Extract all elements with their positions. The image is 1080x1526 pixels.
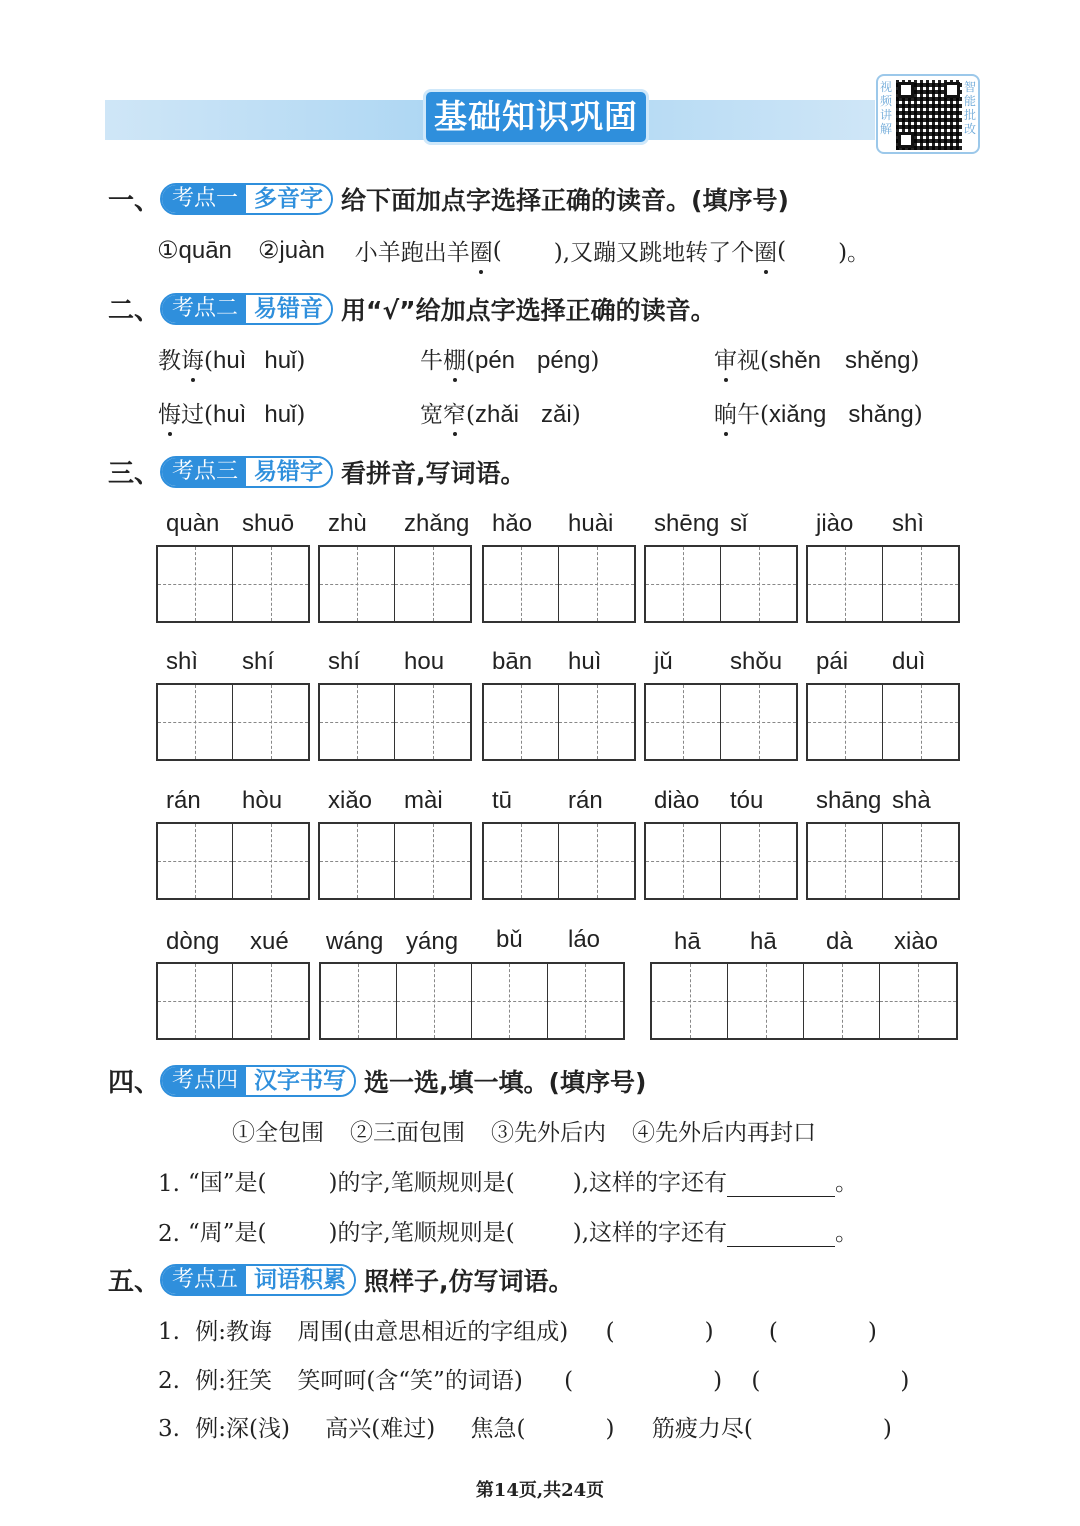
writing-box[interactable] bbox=[806, 822, 960, 900]
dotted-char: 圈 bbox=[754, 234, 777, 267]
writing-box[interactable] bbox=[156, 962, 310, 1040]
answer-paren: ( bbox=[768, 1319, 778, 1345]
pinyin-label: shí bbox=[242, 648, 275, 675]
char: 午( bbox=[737, 402, 769, 428]
pinyin-label: shí bbox=[328, 648, 361, 675]
pinyin-option[interactable]: huǐ bbox=[264, 401, 297, 428]
pinyin-label: láo bbox=[568, 926, 601, 953]
writing-box[interactable] bbox=[644, 683, 798, 761]
badge-topic: 多音字 bbox=[246, 185, 331, 213]
badge-topic: 易错字 bbox=[246, 458, 331, 486]
question-word: 筋疲力尽( bbox=[651, 1416, 753, 1442]
pinyin-label: shāng bbox=[816, 787, 882, 814]
answer-paren: ( bbox=[564, 1368, 574, 1394]
section-badge bbox=[160, 1264, 356, 1296]
answer-paren: ) bbox=[882, 1416, 892, 1442]
dotted-char: 窄 bbox=[443, 396, 466, 429]
pinyin-option[interactable]: xiǎng bbox=[768, 401, 827, 428]
writing-box[interactable] bbox=[156, 545, 310, 623]
badge-topic: 易错音 bbox=[246, 295, 331, 323]
pinyin-label: rán bbox=[166, 787, 201, 814]
writing-box[interactable] bbox=[806, 545, 960, 623]
char: ( bbox=[466, 402, 475, 428]
pinyin-label: dòng bbox=[166, 928, 220, 955]
pinyin-label: duì bbox=[892, 648, 926, 675]
pinyin-choice-item bbox=[420, 342, 599, 375]
char: ) bbox=[913, 402, 923, 428]
section-number: 五、 bbox=[108, 1267, 161, 1297]
question-text: 。 bbox=[835, 1220, 859, 1246]
section-4-heading bbox=[108, 1062, 646, 1099]
example-word: 例:狂笑 bbox=[195, 1368, 273, 1394]
question-5-2 bbox=[158, 1362, 909, 1395]
question-text: )的字,笔顺规则是( bbox=[328, 1170, 515, 1196]
answer-paren: ) bbox=[713, 1368, 723, 1394]
char: 视( bbox=[737, 348, 769, 374]
writing-box[interactable] bbox=[482, 683, 636, 761]
question-5-3 bbox=[158, 1410, 892, 1443]
sentence-part: 小羊跑出羊 bbox=[354, 240, 470, 266]
option-1: ①quān bbox=[157, 237, 232, 264]
pinyin-option[interactable]: shěng bbox=[845, 347, 911, 374]
option-2: ②三面包围 bbox=[350, 1120, 465, 1146]
answer-paren: ) bbox=[704, 1319, 714, 1345]
option-4: ④先外后内再封口 bbox=[632, 1120, 816, 1146]
pinyin-label: zhǎng bbox=[404, 510, 470, 537]
char: ) bbox=[296, 402, 306, 428]
option-1: ①全包围 bbox=[232, 1120, 324, 1146]
pinyin-option[interactable]: huì bbox=[212, 401, 247, 428]
answer-paren: ( bbox=[605, 1319, 615, 1345]
pinyin-label: wáng bbox=[326, 928, 384, 955]
pinyin-label: shēng bbox=[654, 510, 720, 537]
pinyin-option[interactable]: shǎng bbox=[848, 401, 914, 428]
pinyin-label: jiào bbox=[816, 510, 854, 537]
question-number: 2. bbox=[158, 1221, 180, 1247]
pinyin-label: dà bbox=[826, 928, 853, 955]
pinyin-label: xiǎo bbox=[328, 787, 373, 814]
writing-box[interactable] bbox=[482, 822, 636, 900]
sentence-part: )。 bbox=[838, 240, 871, 266]
answer-paren: ( bbox=[751, 1368, 761, 1394]
pinyin-label: jǔ bbox=[654, 648, 673, 675]
question-text: 。 bbox=[835, 1170, 859, 1196]
question-number: 2. bbox=[158, 1368, 180, 1394]
pinyin-label: pái bbox=[816, 648, 849, 675]
question-number: 3. bbox=[158, 1416, 180, 1442]
question-text: “周”是( bbox=[187, 1220, 267, 1246]
question-text: )的字,笔顺规则是( bbox=[328, 1220, 515, 1246]
pinyin-choice-item bbox=[420, 396, 581, 429]
page-number: 第14页,共24页 bbox=[475, 1480, 605, 1501]
pinyin-label: shà bbox=[892, 787, 931, 814]
pinyin-label: shì bbox=[166, 648, 199, 675]
writing-box[interactable] bbox=[319, 962, 625, 1040]
pinyin-option[interactable]: huǐ bbox=[264, 347, 297, 374]
section-1-heading bbox=[108, 180, 789, 217]
qr-left-label: 视频讲解 bbox=[879, 80, 892, 136]
pinyin-label: hā bbox=[674, 928, 701, 955]
writing-box[interactable] bbox=[156, 822, 310, 900]
char: ( bbox=[204, 348, 213, 374]
question-word: 焦急( bbox=[470, 1416, 526, 1442]
answer-line[interactable] bbox=[727, 1170, 835, 1197]
dotted-char: 棚 bbox=[443, 342, 466, 375]
section-badge bbox=[160, 293, 333, 325]
pinyin-label: zhù bbox=[328, 510, 367, 537]
dotted-char: 悔 bbox=[158, 396, 181, 429]
pinyin-option[interactable]: péng bbox=[537, 347, 591, 374]
pinyin-label: huì bbox=[568, 648, 602, 675]
pinyin-label: sǐ bbox=[730, 510, 748, 537]
dotted-char: 晌 bbox=[714, 396, 737, 429]
section-1-question bbox=[157, 234, 870, 267]
pinyin-option[interactable]: shěn bbox=[768, 347, 822, 374]
writing-box[interactable] bbox=[318, 683, 472, 761]
char: ( bbox=[466, 348, 475, 374]
badge-label: 考点三 bbox=[162, 458, 246, 486]
dotted-char: 圈 bbox=[470, 234, 493, 267]
sentence-part: ),又蹦又跳地转了个 bbox=[553, 240, 755, 266]
pinyin-choice-item bbox=[714, 342, 919, 375]
section-number: 一、 bbox=[108, 186, 161, 216]
char: 过( bbox=[181, 402, 213, 428]
question-4-1 bbox=[158, 1164, 858, 1197]
pinyin-choice-item bbox=[714, 396, 923, 429]
dotted-char: 审 bbox=[714, 342, 737, 375]
page-title: 基础知识巩固 bbox=[423, 89, 649, 145]
writing-box[interactable] bbox=[318, 545, 472, 623]
pinyin-label: hou bbox=[404, 648, 445, 675]
qr-right-label: 智能批改 bbox=[963, 80, 976, 136]
answer-paren: ) bbox=[605, 1416, 615, 1442]
pinyin-choice-item bbox=[158, 396, 305, 429]
pinyin-label: hòu bbox=[242, 787, 283, 814]
qr-code-panel[interactable] bbox=[876, 74, 980, 154]
writing-box[interactable] bbox=[156, 683, 310, 761]
writing-box[interactable] bbox=[644, 822, 798, 900]
qr-code-icon[interactable] bbox=[896, 80, 962, 150]
section-number: 三、 bbox=[108, 459, 161, 489]
section-badge bbox=[160, 183, 333, 215]
example-word: 笑呵呵(含“笑”的词语) bbox=[297, 1368, 523, 1394]
example-word: 例:教诲 bbox=[195, 1319, 273, 1345]
badge-label: 考点一 bbox=[162, 185, 246, 213]
question-5-1 bbox=[158, 1313, 877, 1346]
writing-box[interactable] bbox=[482, 545, 636, 623]
writing-box[interactable] bbox=[806, 683, 960, 761]
section-instruction: 照样子,仿写词语。 bbox=[364, 1266, 574, 1296]
char: 牛 bbox=[420, 348, 443, 374]
option-2: ②juàn bbox=[257, 237, 325, 264]
question-text: “国”是( bbox=[187, 1170, 267, 1196]
section-instruction: 给下面加点字选择正确的读音。(填序号) bbox=[341, 185, 789, 215]
char: ) bbox=[296, 348, 306, 374]
section-badge bbox=[160, 456, 333, 488]
option-3: ③先外后内 bbox=[491, 1120, 606, 1146]
section-number: 四、 bbox=[108, 1068, 161, 1098]
pinyin-label: hǎo bbox=[492, 510, 533, 537]
char: ) bbox=[910, 348, 920, 374]
sentence-part: ( bbox=[777, 237, 787, 264]
pinyin-label: quàn bbox=[166, 510, 220, 537]
section-badge bbox=[160, 1065, 356, 1097]
char: ) bbox=[571, 402, 581, 428]
writing-box[interactable] bbox=[644, 545, 798, 623]
pinyin-label: xiào bbox=[894, 928, 939, 955]
pinyin-label: rán bbox=[568, 787, 603, 814]
pinyin-label: bǔ bbox=[496, 926, 523, 953]
badge-label: 考点四 bbox=[162, 1067, 246, 1095]
pinyin-option[interactable]: zǎi bbox=[541, 401, 572, 428]
char: ) bbox=[590, 348, 600, 374]
question-4-2 bbox=[158, 1214, 858, 1247]
section-number: 二、 bbox=[108, 296, 161, 326]
answer-paren: ) bbox=[867, 1319, 877, 1345]
char: 教 bbox=[158, 348, 181, 374]
section-instruction: 看拼音,写词语。 bbox=[341, 458, 526, 488]
pinyin-label: hā bbox=[750, 928, 777, 955]
writing-box[interactable] bbox=[318, 822, 472, 900]
pinyin-label: shì bbox=[892, 510, 925, 537]
sentence-part: ( bbox=[492, 237, 502, 264]
pinyin-label: shǒu bbox=[730, 648, 783, 675]
question-number: 1. bbox=[158, 1171, 180, 1197]
example-word: 高兴(难过) bbox=[325, 1416, 436, 1442]
badge-topic: 汉字书写 bbox=[246, 1067, 354, 1095]
answer-paren: ) bbox=[900, 1368, 910, 1394]
example-word: 例:深(浅) bbox=[195, 1416, 290, 1442]
pinyin-option[interactable]: zhǎi bbox=[474, 401, 520, 428]
section-2-heading bbox=[108, 290, 716, 327]
pinyin-label: yáng bbox=[406, 928, 459, 955]
pinyin-label: shuō bbox=[242, 510, 295, 537]
section-instruction: 用“√”给加点字选择正确的读音。 bbox=[341, 295, 716, 325]
pinyin-choice-item bbox=[158, 342, 305, 375]
pinyin-label: bān bbox=[492, 648, 533, 675]
pinyin-option[interactable]: pén bbox=[474, 347, 516, 374]
section-instruction: 选一选,填一填。(填序号) bbox=[364, 1067, 647, 1097]
writing-box[interactable] bbox=[650, 962, 958, 1040]
pinyin-label: xué bbox=[250, 928, 289, 955]
badge-topic: 词语积累 bbox=[246, 1266, 354, 1294]
section-5-heading bbox=[108, 1261, 574, 1298]
example-word: 周围(由意思相近的字组成) bbox=[297, 1319, 569, 1345]
section-3-heading bbox=[108, 453, 526, 490]
pinyin-label: tū bbox=[492, 787, 513, 814]
question-number: 1. bbox=[158, 1319, 180, 1345]
char: 宽 bbox=[420, 402, 443, 428]
pinyin-label: huài bbox=[568, 510, 614, 537]
pinyin-label: mài bbox=[404, 787, 443, 814]
answer-line[interactable] bbox=[727, 1220, 835, 1247]
dotted-char: 诲 bbox=[181, 342, 204, 375]
pinyin-option[interactable]: huì bbox=[212, 347, 247, 374]
question-text: ),这样的字还有 bbox=[572, 1220, 728, 1246]
stroke-order-options bbox=[232, 1114, 816, 1147]
question-text: ),这样的字还有 bbox=[572, 1170, 728, 1196]
pinyin-label: tóu bbox=[730, 787, 764, 814]
badge-label: 考点五 bbox=[162, 1266, 246, 1294]
badge-label: 考点二 bbox=[162, 295, 246, 323]
pinyin-label: diào bbox=[654, 787, 700, 814]
